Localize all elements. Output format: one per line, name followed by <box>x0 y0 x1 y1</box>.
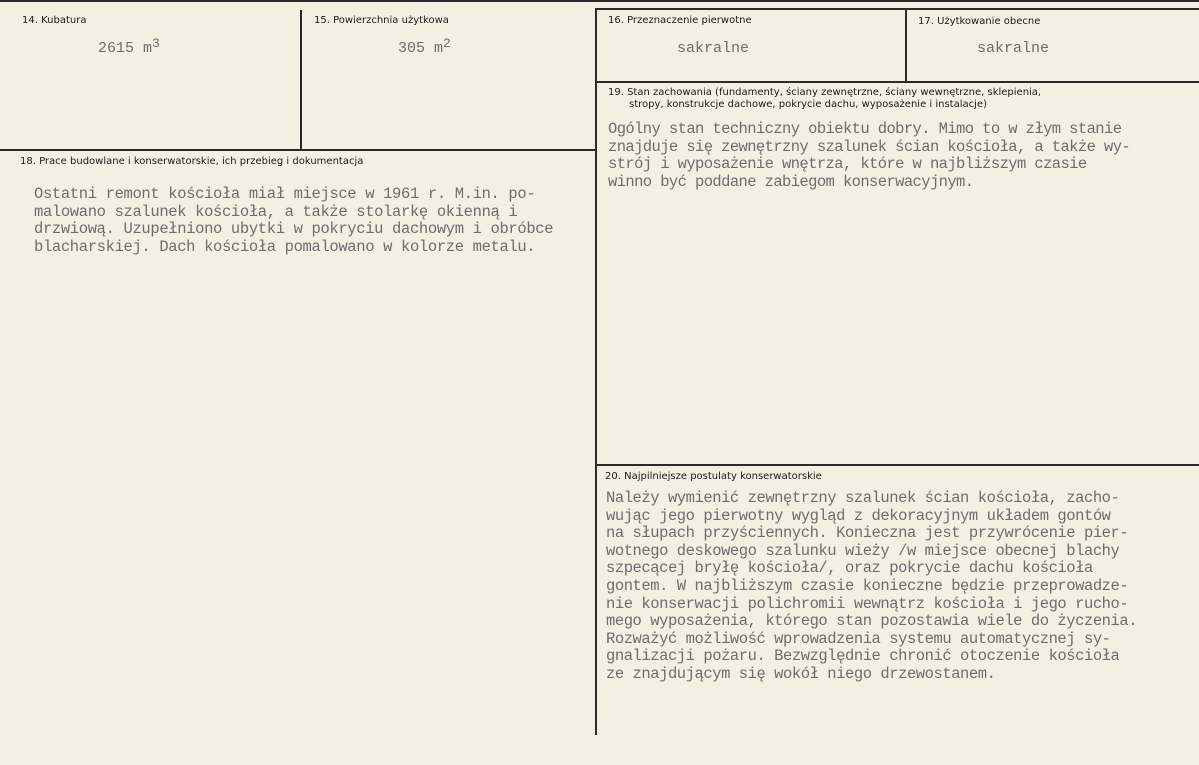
main-vertical-divider <box>595 8 597 735</box>
field-20-label: 20. Najpilniejsze postulaty konserwatorskie <box>605 471 822 482</box>
field-20-text: Należy wymienić zewnętrzny szalunek ścian kościoła, zacho- wując jego pierwotny wygląd z dekoracyjnym układem gontów na słupach przyściennych. Konieczna jest przywrócenie pier- wotnego deskowego szalunku wieży /w miejsce obecnej blachy szpecącej bryłę kościoła/, oraz pokrycie dachu kościoła gontem. W najbliższym czasie konieczne będzie przeprowadze- nie konserwacji polichromii wewnątrz kościoła i jego rucho- mego wyposażenia, którego stan pozostawia wiele do życzenia. Rozważyć możliwość wprowadzenia systemu automatycznej sy- gnalizacji pożaru. Bezwzględnie chronić otoczenie kościoła ze znajdującym się wokół niego drzewostanem. <box>606 489 1138 683</box>
field-17-value: sakralne <box>977 40 1050 57</box>
field-15-value <box>398 36 451 57</box>
divider-15-18 <box>0 149 597 151</box>
field-14-label: 14. Kubatura <box>22 15 87 26</box>
field-18-label: 18. Prace budowlane i konserwatorskie, ich przebieg i dokumentacja <box>20 156 364 167</box>
field-16-label: 16. Przeznaczenie pierwotne <box>608 15 752 26</box>
divider-16-19 <box>597 81 1199 83</box>
field-16-value: sakralne <box>677 40 750 57</box>
field-14-value-text: 2615 m <box>98 40 153 57</box>
field-14-unit-exponent: 3 <box>152 36 160 51</box>
field-15-value-text: 305 m <box>398 40 444 57</box>
divider-19-20 <box>597 464 1199 466</box>
field-18-text: Ostatni remont kościoła miał miejsce w 1961 r. M.in. po- malowano szalunek kościoła, a także stolarkę okienną i drzwiową. Uzupełniono ubytki w pokryciu dachowym i obróbce blacharskiej. Dach kościoła pomalowano w kolorze metalu. <box>34 186 554 256</box>
divider-16-17 <box>905 10 907 82</box>
field-19-text: Ogólny stan techniczny obiektu dobry. Mimo to w złym stanie znajduje się zewnętrzny szalunek ścian kościoła, a także wy- strój i wyposażenie wnętrza, które w najbliższym czasie winno być poddane zabiegom konserwacyjnym. <box>608 120 1131 191</box>
divider-14-15 <box>300 10 302 150</box>
top-border-line-right <box>597 8 1199 10</box>
field-14-value <box>98 36 160 57</box>
top-border-line <box>0 0 1199 2</box>
field-19-label-line2: stropy, konstrukcje dachowe, pokrycie dachu, wyposażenie i instalacje) <box>629 99 987 110</box>
field-15-unit-exponent: 2 <box>443 36 451 51</box>
field-15-label: 15. Powierzchnia użytkowa <box>314 15 449 26</box>
field-17-label: 17. Użytkowanie obecne <box>918 16 1041 27</box>
field-19-label-line1: 19. Stan zachowania (fundamenty, ściany zewnętrzne, ściany wewnętrzne, sklepienia, <box>608 87 1042 98</box>
